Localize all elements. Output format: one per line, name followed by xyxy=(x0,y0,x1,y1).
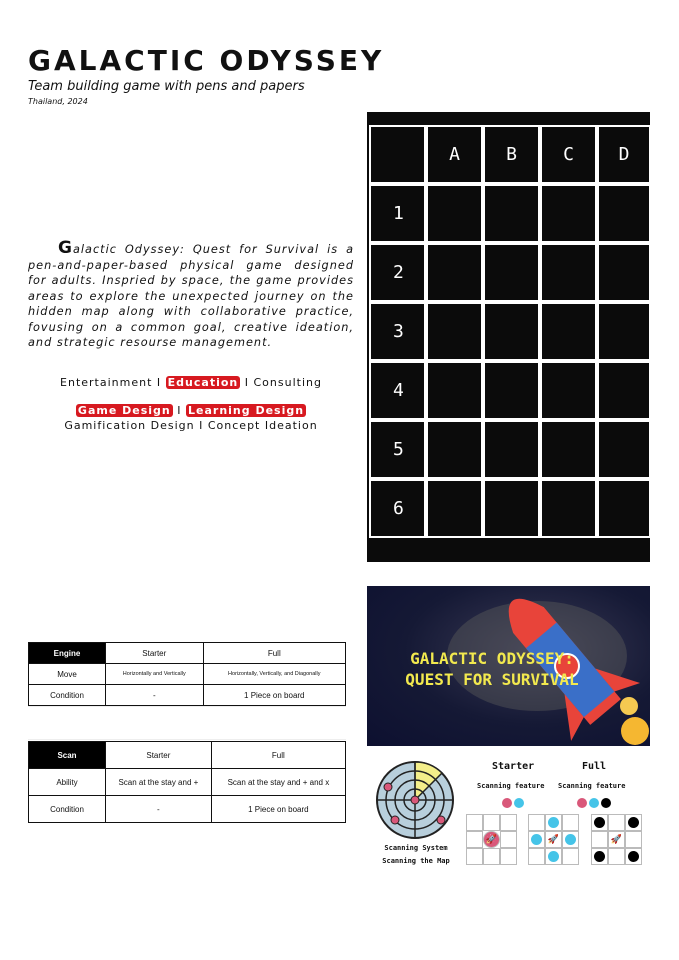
board-cell-D6 xyxy=(597,479,651,538)
table-cell: 1 Piece on board xyxy=(211,796,345,823)
grid-cell xyxy=(500,831,517,848)
starter-dots xyxy=(501,793,525,812)
board-cell-C1 xyxy=(540,184,597,243)
header-cell: Full xyxy=(203,643,345,664)
tag-consulting: Consulting xyxy=(253,376,322,389)
board-cell-C3 xyxy=(540,302,597,361)
board-cell-B1 xyxy=(483,184,540,243)
grid-cell: 🚀 xyxy=(545,831,562,848)
row-label: Condition xyxy=(29,796,106,823)
grid-cell xyxy=(562,814,579,831)
table-cell: Scan at the stay and + xyxy=(106,769,212,796)
column-header-B: B xyxy=(483,125,540,184)
grid-cell xyxy=(500,848,517,865)
full-feature-label: Scanning feature xyxy=(558,782,626,790)
board-cell-C6 xyxy=(540,479,597,538)
scan-marker xyxy=(594,851,605,862)
board-cell-B2 xyxy=(483,243,540,302)
description-text: alactic Odyssey: Quest for Survival is a pen-and-paper-based physical game designed for adults. Inspried by space, the game provides areas to explore the unexpected journey on the hidden map along with collaborative practice, fovusing on a common goal, creative ideation, and strategic resourse management. xyxy=(28,243,354,349)
row-header-4: 4 xyxy=(369,361,426,420)
pink-dot xyxy=(577,798,587,808)
separator: I xyxy=(240,376,254,389)
grid-cell xyxy=(528,831,545,848)
row-header-6: 6 xyxy=(369,479,426,538)
grid-cell xyxy=(591,831,608,848)
drop-cap: G xyxy=(58,238,73,258)
grid-cell xyxy=(466,848,483,865)
board-cell-D3 xyxy=(597,302,651,361)
board-cell-B6 xyxy=(483,479,540,538)
scanning-system-label: Scanning System xyxy=(384,844,448,852)
location-year: Thailand, 2024 xyxy=(28,97,88,106)
grid-cell xyxy=(466,831,483,848)
pink-dot xyxy=(502,798,512,808)
row-header-1: 1 xyxy=(369,184,426,243)
separator: I xyxy=(152,376,166,389)
column-header-A: A xyxy=(426,125,483,184)
cyan-dot xyxy=(514,798,524,808)
board-cell-A6 xyxy=(426,479,483,538)
board-cell-D1 xyxy=(597,184,651,243)
board-cell-C4 xyxy=(540,361,597,420)
tags-line-3: Gamification Design I Concept Ideation xyxy=(64,419,318,432)
row-header-3: 3 xyxy=(369,302,426,361)
grid-cell xyxy=(562,848,579,865)
board-cell-B3 xyxy=(483,302,540,361)
row-label: Ability xyxy=(29,769,106,796)
tag-entertainment: Entertainment xyxy=(60,376,153,389)
scan-marker xyxy=(548,817,559,828)
grid-cell xyxy=(608,814,625,831)
table-cell: Horizontally and Vertically xyxy=(106,664,204,685)
tag-education: Education xyxy=(167,376,239,389)
grid-cell xyxy=(625,814,642,831)
x-scan-grid xyxy=(591,814,642,865)
table-spacer xyxy=(28,706,346,740)
board-cell-B4 xyxy=(483,361,540,420)
scan-marker xyxy=(628,817,639,828)
engine-table xyxy=(28,642,346,706)
banner-line-2: QUEST FOR SURVIVAL xyxy=(405,670,579,689)
cyan-dot xyxy=(589,798,599,808)
description xyxy=(28,238,354,351)
grid-cell xyxy=(591,814,608,831)
table-row xyxy=(29,796,346,823)
table-row xyxy=(29,769,346,796)
board-corner xyxy=(369,125,426,184)
radar-icon xyxy=(375,760,455,840)
grid-cell xyxy=(562,831,579,848)
grid-cell xyxy=(545,814,562,831)
grid-cell xyxy=(608,848,625,865)
banner-line-1: GALACTIC ODYSSEY: xyxy=(410,649,574,668)
grid-cell xyxy=(528,814,545,831)
plus-scan-grid xyxy=(528,814,579,865)
full-label: Full xyxy=(582,761,607,772)
board-cell-D4 xyxy=(597,361,651,420)
grid-cell: 🚀 xyxy=(608,831,625,848)
row-label: Move xyxy=(29,664,106,685)
grid-cell xyxy=(483,848,500,865)
column-header-C: C xyxy=(540,125,597,184)
table-cell: Horizontally, Vertically, and Diagonally xyxy=(203,664,345,685)
engine-header: Engine xyxy=(29,643,106,664)
starter-label: Starter xyxy=(492,761,535,772)
tags-line-2 xyxy=(28,404,354,417)
board-cell-B5 xyxy=(483,420,540,479)
scan-marker xyxy=(531,834,542,845)
black-dot xyxy=(601,798,611,808)
board-cell-A1 xyxy=(426,184,483,243)
subtitle: Team building game with pens and papers xyxy=(28,79,305,94)
row-label: Condition xyxy=(29,685,106,706)
banner-title xyxy=(367,648,617,690)
tag-learning-design: Learning Design xyxy=(188,404,305,417)
table-row xyxy=(29,664,346,685)
header-cell: Starter xyxy=(106,643,204,664)
board-cell-C5 xyxy=(540,420,597,479)
column-header-D: D xyxy=(597,125,651,184)
table-cell: - xyxy=(106,685,204,706)
grid-cell xyxy=(500,814,517,831)
scan-table xyxy=(28,741,346,823)
tag-game-design: Game Design xyxy=(77,404,171,417)
scan-marker xyxy=(594,817,605,828)
tags-line-1 xyxy=(28,376,354,389)
grid-cell xyxy=(545,848,562,865)
header-cell: Full xyxy=(211,742,345,769)
table-row xyxy=(29,685,346,706)
scan-marker xyxy=(565,834,576,845)
scanning-map-label: Scanning the Map xyxy=(382,857,450,865)
starter-feature-label: Scanning feature xyxy=(477,782,545,790)
board-cell-A2 xyxy=(426,243,483,302)
separator: I xyxy=(172,404,186,417)
board-cell-A3 xyxy=(426,302,483,361)
header-cell: Starter xyxy=(106,742,212,769)
full-dots xyxy=(576,793,612,812)
grid-cell xyxy=(591,848,608,865)
table-cell: 1 Piece on board xyxy=(203,685,345,706)
board-cell-A4 xyxy=(426,361,483,420)
grid-cell xyxy=(466,814,483,831)
page-title: GALACTIC ODYSSEY xyxy=(28,44,385,77)
scan-header: Scan xyxy=(29,742,106,769)
board-cell-C2 xyxy=(540,243,597,302)
table-row xyxy=(29,643,346,664)
board-cell-A5 xyxy=(426,420,483,479)
scan-marker xyxy=(628,851,639,862)
row-header-2: 2 xyxy=(369,243,426,302)
grid-cell xyxy=(528,848,545,865)
row-header-5: 5 xyxy=(369,420,426,479)
game-board xyxy=(367,112,650,562)
board-cell-D5 xyxy=(597,420,651,479)
board-cell-D2 xyxy=(597,243,651,302)
table-cell: Scan at the stay and + and x xyxy=(211,769,345,796)
grid-cell xyxy=(625,848,642,865)
table-row xyxy=(29,742,346,769)
starter-scan-grid xyxy=(466,814,517,865)
scan-marker xyxy=(548,851,559,862)
title-banner xyxy=(367,586,650,746)
table-cell: - xyxy=(106,796,212,823)
grid-cell: 🚀 xyxy=(483,831,500,848)
grid-cell xyxy=(483,814,500,831)
grid-cell xyxy=(625,831,642,848)
